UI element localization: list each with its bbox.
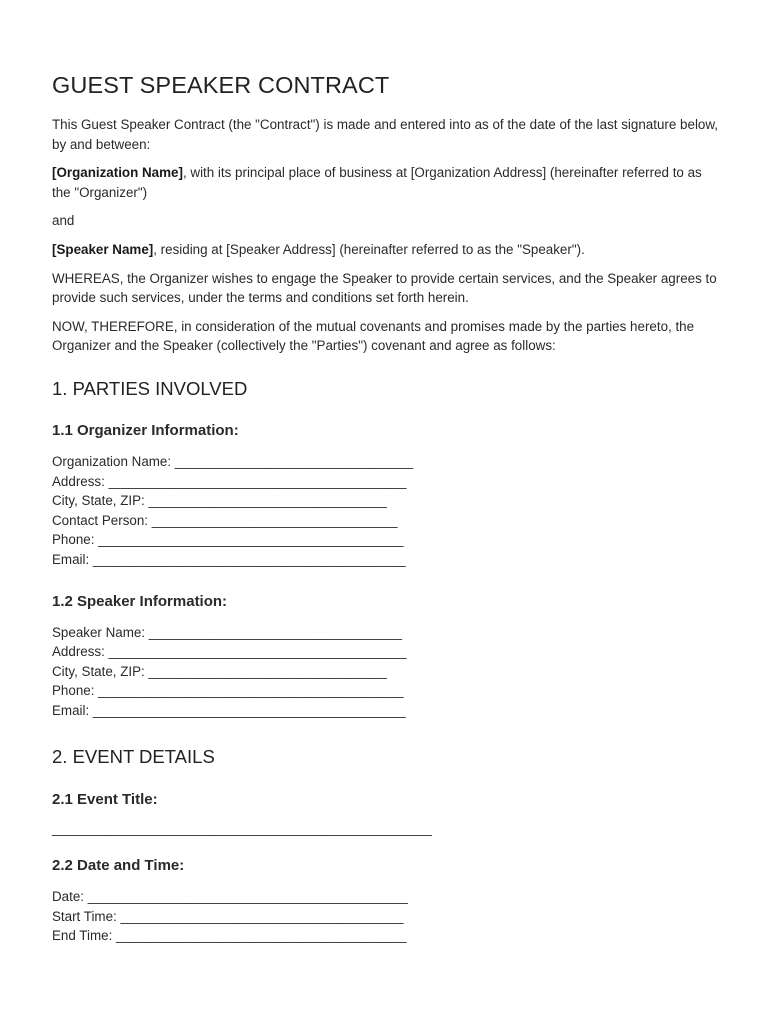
contract-page bbox=[52, 70, 722, 946]
organizer-fields bbox=[52, 452, 722, 570]
speaker-name-field: Speaker Name: __________________________________ bbox=[52, 624, 402, 640]
intro-paragraph: This Guest Speaker Contract (the "Contract") is made and entered into as of the date of the last signature below, by and between: bbox=[52, 117, 719, 152]
whereas-paragraph: WHEREAS, the Organizer wishes to engage the Speaker to provide certain services, and the Speaker agrees to provide such services, under the terms and conditions set forth herein. bbox=[52, 270, 717, 306]
organizer-email-field: Email: __________________________________________ bbox=[52, 551, 406, 567]
organization-name-placeholder: [Organization Name] bbox=[52, 165, 183, 181]
section-1-heading: 1. PARTIES INVOLVED bbox=[52, 377, 248, 399]
speaker-fields bbox=[52, 623, 722, 721]
end-time-field: End Time: _______________________________________ bbox=[52, 928, 407, 944]
event-title-heading: 2.1 Event Title: bbox=[52, 791, 158, 809]
speaker-phone-field: Phone: _________________________________________ bbox=[52, 683, 404, 699]
organization-name-field: Organization Name: ________________________________ bbox=[52, 453, 414, 469]
organizer-city-state-zip-field: City, State, ZIP: ________________________________ bbox=[52, 493, 387, 509]
organizer-party-paragraph bbox=[52, 163, 722, 202]
event-title-line: ___________________________________________________ bbox=[52, 821, 432, 837]
speaker-email-field: Email: __________________________________________ bbox=[52, 702, 406, 718]
organizer-party-text: , with its principal place of business at [Organization Address] (hereinafter referred to as the "Organizer") bbox=[52, 165, 702, 200]
now-therefore-paragraph: NOW, THEREFORE, in consideration of the mutual covenants and promises made by the parties hereto, the Organizer and the Speaker (collectively the "Parties") covenant and agree as follows: bbox=[52, 318, 695, 354]
speaker-party-text: , residing at [Speaker Address] (hereinafter referred to as the "Speaker"). bbox=[153, 241, 585, 257]
and-text: and bbox=[52, 213, 75, 229]
section-2-heading: 2. EVENT DETAILS bbox=[52, 746, 215, 768]
date-field: Date: ___________________________________________ bbox=[52, 889, 408, 905]
speaker-city-state-zip-field: City, State, ZIP: ________________________________ bbox=[52, 663, 387, 679]
organizer-contact-person-field: Contact Person: _________________________________ bbox=[52, 512, 398, 528]
speaker-name-placeholder: [Speaker Name] bbox=[52, 241, 154, 257]
speaker-address-field: Address: ________________________________________ bbox=[52, 644, 407, 660]
date-time-heading: 2.2 Date and Time: bbox=[52, 857, 185, 875]
organizer-phone-field: Phone: _________________________________________ bbox=[52, 532, 404, 548]
document-title: GUEST SPEAKER CONTRACT bbox=[52, 72, 390, 98]
organizer-info-heading: 1.1 Organizer Information: bbox=[52, 421, 239, 439]
start-time-field: Start Time: ______________________________________ bbox=[52, 908, 404, 924]
speaker-info-heading: 1.2 Speaker Information: bbox=[52, 592, 228, 610]
speaker-party-paragraph bbox=[52, 240, 722, 260]
organizer-address-field: Address: ________________________________________ bbox=[52, 473, 407, 489]
date-time-fields bbox=[52, 887, 722, 946]
